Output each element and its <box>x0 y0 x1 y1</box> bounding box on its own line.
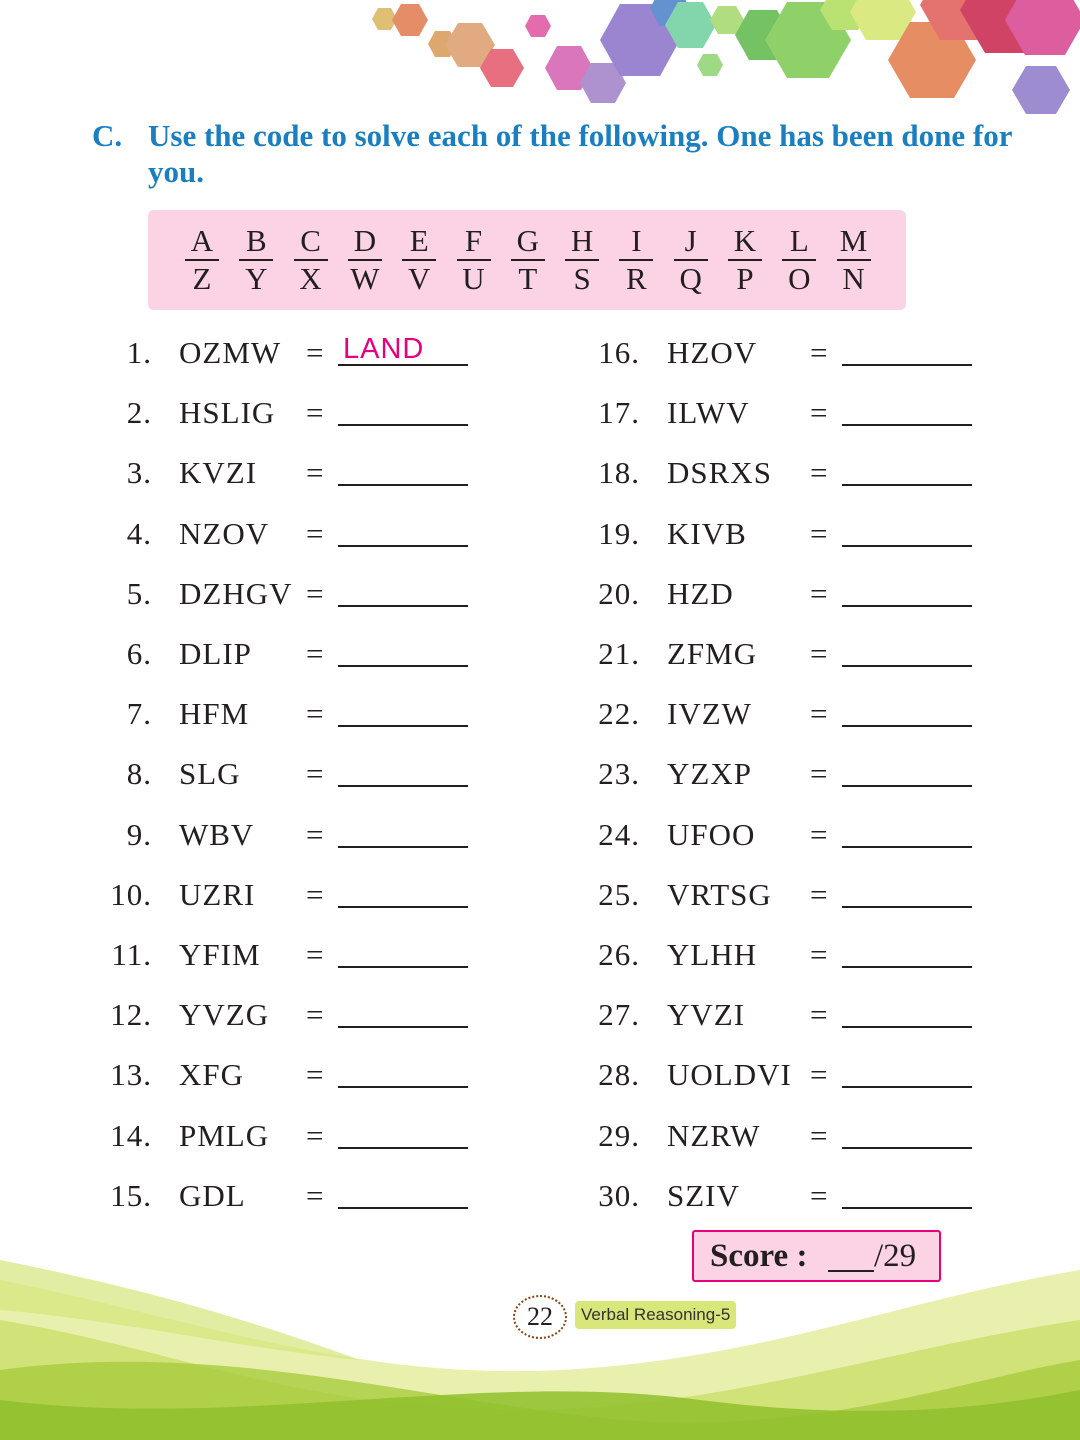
question-number: 18. <box>598 455 640 491</box>
code-pair <box>402 224 436 296</box>
equals-sign: = <box>306 696 325 732</box>
answer-blank[interactable] <box>842 872 972 908</box>
question-number: 25. <box>598 876 640 912</box>
question-number: 12. <box>110 997 152 1033</box>
question-number: 29. <box>598 1117 640 1153</box>
coded-word: YFIM <box>179 937 261 972</box>
code-pair <box>457 224 491 296</box>
answer-blank[interactable] <box>842 511 972 547</box>
coded-word: DLIP <box>179 636 252 671</box>
coded-word: KIVB <box>667 515 747 551</box>
question-number: 8. <box>126 756 152 792</box>
answer-blank[interactable] <box>842 992 972 1028</box>
code-pair <box>511 224 545 296</box>
equals-sign: = <box>306 335 325 370</box>
code-pair <box>728 224 762 296</box>
answer-blank[interactable] <box>338 450 468 486</box>
coded-word: HSLIG <box>179 395 276 431</box>
code-letter-top: G <box>511 224 545 261</box>
code-letter-top: C <box>294 224 328 261</box>
question-number: 11. <box>111 937 152 972</box>
code-letter-bottom: P <box>736 261 754 296</box>
code-letter-bottom: R <box>626 261 647 296</box>
answer-blank[interactable] <box>338 872 468 908</box>
coded-word: NZRW <box>667 1117 761 1153</box>
question-number: 10. <box>110 876 152 912</box>
section-letter: C. <box>92 118 123 153</box>
equals-sign: = <box>306 816 325 852</box>
coded-word: YZXP <box>667 756 752 792</box>
coded-word: WBV <box>179 816 255 852</box>
coded-word: YVZI <box>667 997 746 1033</box>
answer-blank[interactable] <box>842 390 972 426</box>
code-letter-bottom: Q <box>679 261 702 296</box>
answer-blank[interactable] <box>338 511 468 547</box>
code-pair <box>294 224 328 296</box>
equals-sign: = <box>810 816 829 852</box>
question-number: 2. <box>126 395 152 431</box>
code-letter-top: B <box>239 224 273 261</box>
answer-blank[interactable] <box>338 812 468 848</box>
equals-sign: = <box>306 756 325 792</box>
equals-sign: = <box>306 876 325 912</box>
question-number: 24. <box>598 816 640 852</box>
coded-word: OZMW <box>179 335 282 370</box>
code-letter-bottom: X <box>299 261 322 296</box>
question-number: 17. <box>598 395 640 431</box>
question-number: 15. <box>110 1177 152 1213</box>
question-number: 13. <box>110 1057 152 1093</box>
equals-sign: = <box>306 1117 325 1153</box>
coded-word: DZHGV <box>179 575 293 611</box>
code-letter-top: J <box>674 224 708 261</box>
code-letter-top: H <box>565 224 599 261</box>
coded-word: UOLDVI <box>667 1057 792 1093</box>
code-letter-bottom: N <box>842 261 865 296</box>
coded-word: PMLG <box>179 1117 270 1153</box>
question-number: 3. <box>126 455 152 491</box>
coded-word: HZD <box>667 575 734 611</box>
equals-sign: = <box>810 756 829 792</box>
answer-blank[interactable] <box>338 571 468 607</box>
code-letter-bottom: T <box>518 261 538 296</box>
answer-blank[interactable] <box>338 691 468 727</box>
answer-blank[interactable] <box>338 992 468 1028</box>
score-total: /29 <box>874 1238 917 1274</box>
coded-word: UFOO <box>667 816 756 852</box>
code-letter-bottom: Z <box>192 261 212 296</box>
question-number: 9. <box>126 816 152 852</box>
answer-blank[interactable] <box>338 1052 468 1088</box>
coded-word: ILWV <box>667 395 750 431</box>
question-number: 6. <box>126 636 152 671</box>
equals-sign: = <box>306 636 325 671</box>
code-letter-bottom: Y <box>245 261 268 296</box>
code-pair <box>565 224 599 296</box>
page-number: 22 <box>513 1295 567 1339</box>
coded-word: SZIV <box>667 1177 740 1213</box>
equals-sign: = <box>810 395 829 431</box>
equals-sign: = <box>306 455 325 491</box>
coded-word: YVZG <box>179 997 270 1033</box>
equals-sign: = <box>810 636 829 671</box>
coded-word: XFG <box>179 1057 245 1093</box>
question-number: 27. <box>598 997 640 1033</box>
answer-blank[interactable] <box>338 932 468 968</box>
answer-blank[interactable] <box>842 812 972 848</box>
equals-sign: = <box>306 997 325 1033</box>
answer-blank[interactable] <box>842 751 972 787</box>
code-letter-bottom: S <box>573 261 591 296</box>
equals-sign: = <box>306 937 325 972</box>
question-number: 20. <box>598 575 640 611</box>
question-number: 21. <box>598 636 640 671</box>
coded-word: YLHH <box>667 937 758 972</box>
equals-sign: = <box>810 937 829 972</box>
coded-word: ZFMG <box>667 636 758 671</box>
question-number: 4. <box>126 515 152 551</box>
answer-blank[interactable] <box>842 1113 972 1149</box>
coded-word: SLG <box>179 756 241 792</box>
coded-word: NZOV <box>179 515 270 551</box>
answer-blank[interactable] <box>338 751 468 787</box>
coded-word: IVZW <box>667 696 752 732</box>
code-letter-top: K <box>728 224 762 261</box>
equals-sign: = <box>810 1057 829 1093</box>
code-letter-bottom: O <box>788 261 811 296</box>
code-letter-bottom: W <box>350 261 380 296</box>
question-number: 30. <box>598 1177 640 1213</box>
answer-blank[interactable] <box>338 631 468 667</box>
code-letter-bottom: V <box>407 261 431 296</box>
coded-word: HFM <box>179 696 250 732</box>
code-letter-top: L <box>782 224 816 261</box>
coded-word: VRTSG <box>667 876 772 912</box>
equals-sign: = <box>306 395 325 431</box>
section-instruction: Use the code to solve each of the following. One has been done for you. <box>148 118 1012 189</box>
question-number: 1. <box>126 335 152 370</box>
coded-word: UZRI <box>179 876 256 912</box>
code-key-box <box>148 210 906 310</box>
code-letter-bottom: U <box>462 261 485 296</box>
answer-blank[interactable] <box>842 571 972 607</box>
book-title: Verbal Reasoning-5 <box>575 1301 736 1329</box>
answer-blank[interactable] <box>842 691 972 727</box>
equals-sign: = <box>810 876 829 912</box>
answer-blank[interactable] <box>338 390 468 426</box>
question-number: 23. <box>598 756 640 792</box>
question-number: 26. <box>598 937 640 972</box>
code-letter-top: M <box>837 224 871 261</box>
equals-sign: = <box>306 1177 325 1213</box>
code-letter-top: E <box>402 224 436 261</box>
equals-sign: = <box>810 1117 829 1153</box>
code-pair <box>348 224 382 296</box>
code-pair <box>782 224 816 296</box>
answer-blank[interactable] <box>842 932 972 968</box>
decorative-green-waves <box>0 1260 1080 1440</box>
code-letter-top: A <box>185 224 219 261</box>
answer-blank[interactable] <box>842 631 972 667</box>
code-letter-top: D <box>348 224 382 261</box>
equals-sign: = <box>810 997 829 1033</box>
coded-word: KVZI <box>179 455 258 491</box>
code-pair <box>674 224 708 296</box>
code-pair <box>619 224 653 296</box>
equals-sign: = <box>810 696 829 732</box>
question-number: 7. <box>126 696 152 732</box>
answer-blank[interactable] <box>842 330 972 366</box>
question-number: 5. <box>126 575 152 611</box>
equals-sign: = <box>810 455 829 491</box>
question-number: 16. <box>598 335 640 370</box>
answer-blank[interactable] <box>338 1113 468 1149</box>
equals-sign: = <box>306 1057 325 1093</box>
equals-sign: = <box>810 1177 829 1213</box>
code-pair <box>239 224 273 296</box>
equals-sign: = <box>810 575 829 611</box>
coded-word: GDL <box>179 1177 246 1213</box>
equals-sign: = <box>810 515 829 551</box>
equals-sign: = <box>306 575 325 611</box>
answer-blank[interactable] <box>842 1052 972 1088</box>
question-number: 22. <box>598 696 640 732</box>
decorative-hexagons <box>0 0 1080 130</box>
code-letter-top: I <box>619 224 653 261</box>
code-pair <box>185 224 219 296</box>
question-number: 19. <box>598 515 640 551</box>
coded-word: HZOV <box>667 335 758 370</box>
answer-blank[interactable] <box>842 450 972 486</box>
answer-blank[interactable] <box>842 1173 972 1209</box>
equals-sign: = <box>306 515 325 551</box>
score-label: Score : <box>710 1238 808 1274</box>
code-pair <box>837 224 871 296</box>
code-letter-top: F <box>457 224 491 261</box>
equals-sign: = <box>810 335 829 370</box>
question-number: 28. <box>598 1057 640 1093</box>
coded-word: DSRXS <box>667 455 772 491</box>
answer-blank[interactable]: LAND <box>338 330 468 366</box>
answer-blank[interactable] <box>338 1173 468 1209</box>
question-number: 14. <box>110 1117 152 1153</box>
